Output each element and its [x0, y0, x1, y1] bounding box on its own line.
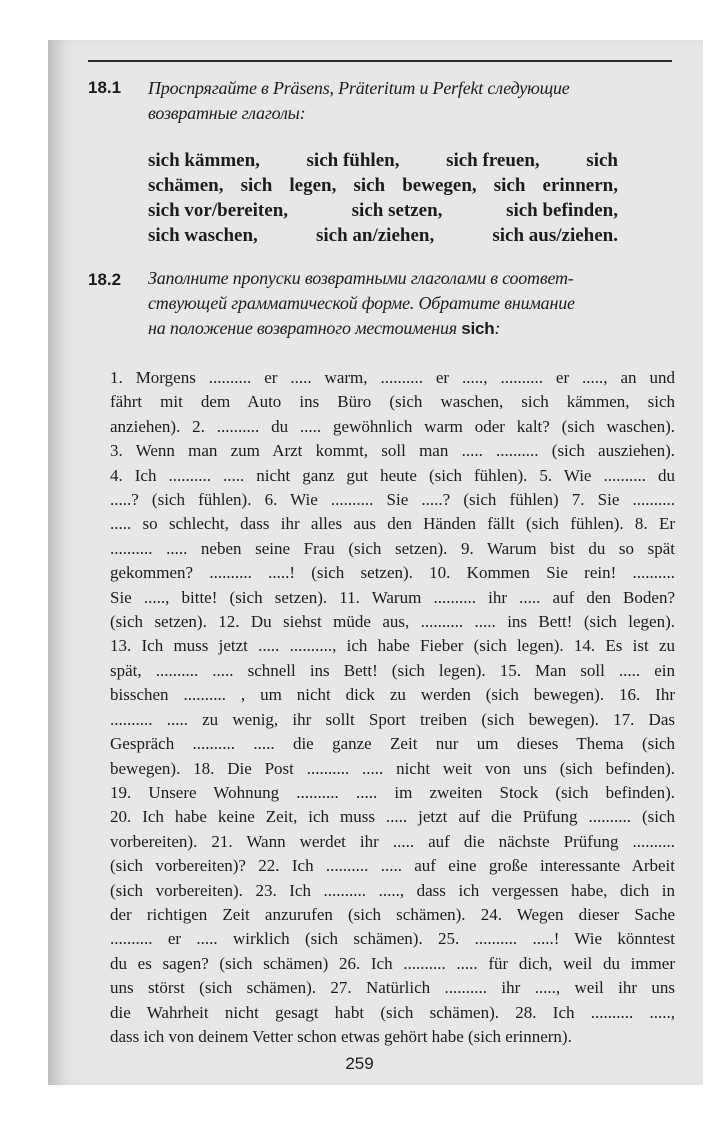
- exercise-line: 13. Ich muss jetzt ..... .........., ich habe Fieber (sich legen). 14. Es ist zu: [110, 636, 675, 656]
- verb-item: sich vor/bereiten,: [148, 200, 289, 221]
- exercise-line: bisschen .......... , um nicht dick zu werden (sich bewegen). 16. Ihr: [110, 685, 675, 705]
- exercise-line: die Wahrheit nicht gesagt habt (sich schämen). 28. Ich .......... .....,: [110, 1002, 675, 1022]
- verb-item: sich aus/ziehen.: [492, 225, 618, 246]
- exercise-line: uns störst (sich schämen). 27. Natürlich .......... ihr ....., weil ihr uns: [110, 978, 675, 998]
- exercise-line: bewegen). 18. Die Post .......... ..... nicht weit von uns (sich befinden).: [110, 758, 675, 778]
- exercise-line: (sich vorbereiten). 23. Ich .......... ....., dass ich vergessen habe, dich in: [110, 880, 675, 900]
- exercise-line: 20. Ich habe keine Zeit, ich muss ..... jetzt auf die Prüfung .......... (sich: [110, 807, 675, 827]
- exercise-line: spät, .......... ..... schnell ins Bett! (sich legen). 15. Man soll ..... ein: [110, 660, 675, 680]
- exercise-line: .....? (sich fühlen). 6. Wie .......... Sie .....? (sich fühlen) 7. Sie ..........: [110, 490, 675, 510]
- verb-line: [148, 148, 618, 173]
- verb-item: sich freuen,: [446, 150, 540, 171]
- instruction-keyword: sich: [461, 319, 495, 338]
- top-rule: [88, 60, 672, 62]
- exercise-line: ..... so schlecht, dass ihr alles aus den Händen fällt (sich fühlen). 8. Er: [110, 514, 675, 534]
- exercise-line: fährt mit dem Auto ins Büro (sich waschen, sich kämmen, sich: [110, 392, 675, 412]
- verb-item: sich waschen,: [148, 225, 258, 246]
- verb-line: [148, 223, 618, 248]
- verb-list: [148, 148, 618, 248]
- exercise-line: du es sagen? (sich schämen) 26. Ich .......... ..... für dich, weil du immer: [110, 953, 675, 973]
- instruction-line: возвратные глаголы:: [148, 103, 306, 123]
- verb-item: sich setzen,: [351, 200, 443, 221]
- exercise-line: 3. Wenn man zum Arzt kommt, soll man ..... .......... (sich ausziehen).: [110, 441, 675, 461]
- instruction-colon: :: [494, 318, 501, 338]
- verb-item: sich befinden,: [506, 200, 618, 221]
- exercise-line: .......... ..... neben seine Frau (sich setzen). 9. Warum bist du so spät: [110, 538, 675, 558]
- exercise-line: (sich vorbereiten)? 22. Ich .......... ..... auf eine große interessante Arbeit: [110, 856, 675, 876]
- exercise-number-18-1: 18.1: [88, 78, 122, 97]
- instruction-line: Проспрягайте в Präsens, Präteritum и Perfekt следующие: [148, 78, 570, 98]
- exercise-instruction-18-1: [148, 76, 678, 126]
- exercise-line: vorbereiten). 21. Wann werdet ihr ..... auf die nächste Prüfung ..........: [110, 831, 675, 851]
- instruction-line: [148, 316, 678, 341]
- exercise-number-18-2: 18.2: [88, 270, 122, 289]
- verb-item: sich fühlen,: [306, 150, 400, 171]
- page-number: 259: [345, 1054, 374, 1073]
- instruction-text: на положение возвратного местоимения: [148, 318, 457, 338]
- verb-item: sich kämmen,: [148, 150, 260, 171]
- exercise-line: anziehen). 2. .......... du ..... gewöhnlich warm oder kalt? (sich waschen).: [110, 416, 675, 436]
- verb-item: sich an/ziehen,: [315, 225, 435, 246]
- instruction-line: Заполните пропуски возвратными глаголами в соответ-: [148, 268, 574, 288]
- exercise-line: der richtigen Zeit anzurufen (sich schämen). 24. Wegen dieser Sache: [110, 904, 675, 924]
- exercise-body-18-2: [110, 366, 675, 1049]
- exercise-line: Gespräch .......... ..... die ganze Zeit nur um dieses Thema (sich: [110, 734, 675, 754]
- exercise-instruction-18-2: [148, 266, 678, 341]
- verb-line: [148, 198, 618, 223]
- exercise-line: 4. Ich .......... ..... nicht ganz gut heute (sich fühlen). 5. Wie .......... du: [110, 465, 675, 485]
- verb-line: schämen, sich legen, sich bewegen, sich erinnern,: [148, 175, 618, 196]
- exercise-line: Sie ....., bitte! (sich setzen). 11. Warum .......... ihr ..... auf den Boden?: [110, 587, 675, 607]
- exercise-line: .......... ..... zu wenig, ihr sollt Sport treiben (sich bewegen). 17. Das: [110, 709, 675, 729]
- exercise-line: (sich setzen). 12. Du siehst müde aus, .......... ..... ins Bett! (sich legen).: [110, 612, 675, 632]
- exercise-line: .......... er ..... wirklich (sich schämen). 25. .......... .....! Wie könntest: [110, 929, 675, 949]
- exercise-line: 1. Morgens .......... er ..... warm, .......... er ....., .......... er ....., an und: [110, 368, 675, 387]
- instruction-line: ствующей грамматической форме. Обратите внимание: [148, 293, 575, 313]
- exercise-line: gekommen? .......... .....! (sich setzen). 10. Kommen Sie rein! ..........: [110, 563, 675, 583]
- exercise-line: 19. Unsere Wohnung .......... ..... im zweiten Stock (sich befinden).: [110, 782, 675, 802]
- verb-item: sich: [586, 150, 618, 171]
- exercise-line: dass ich von deinem Vetter schon etwas gehört habe (sich erinnern).: [110, 1026, 572, 1046]
